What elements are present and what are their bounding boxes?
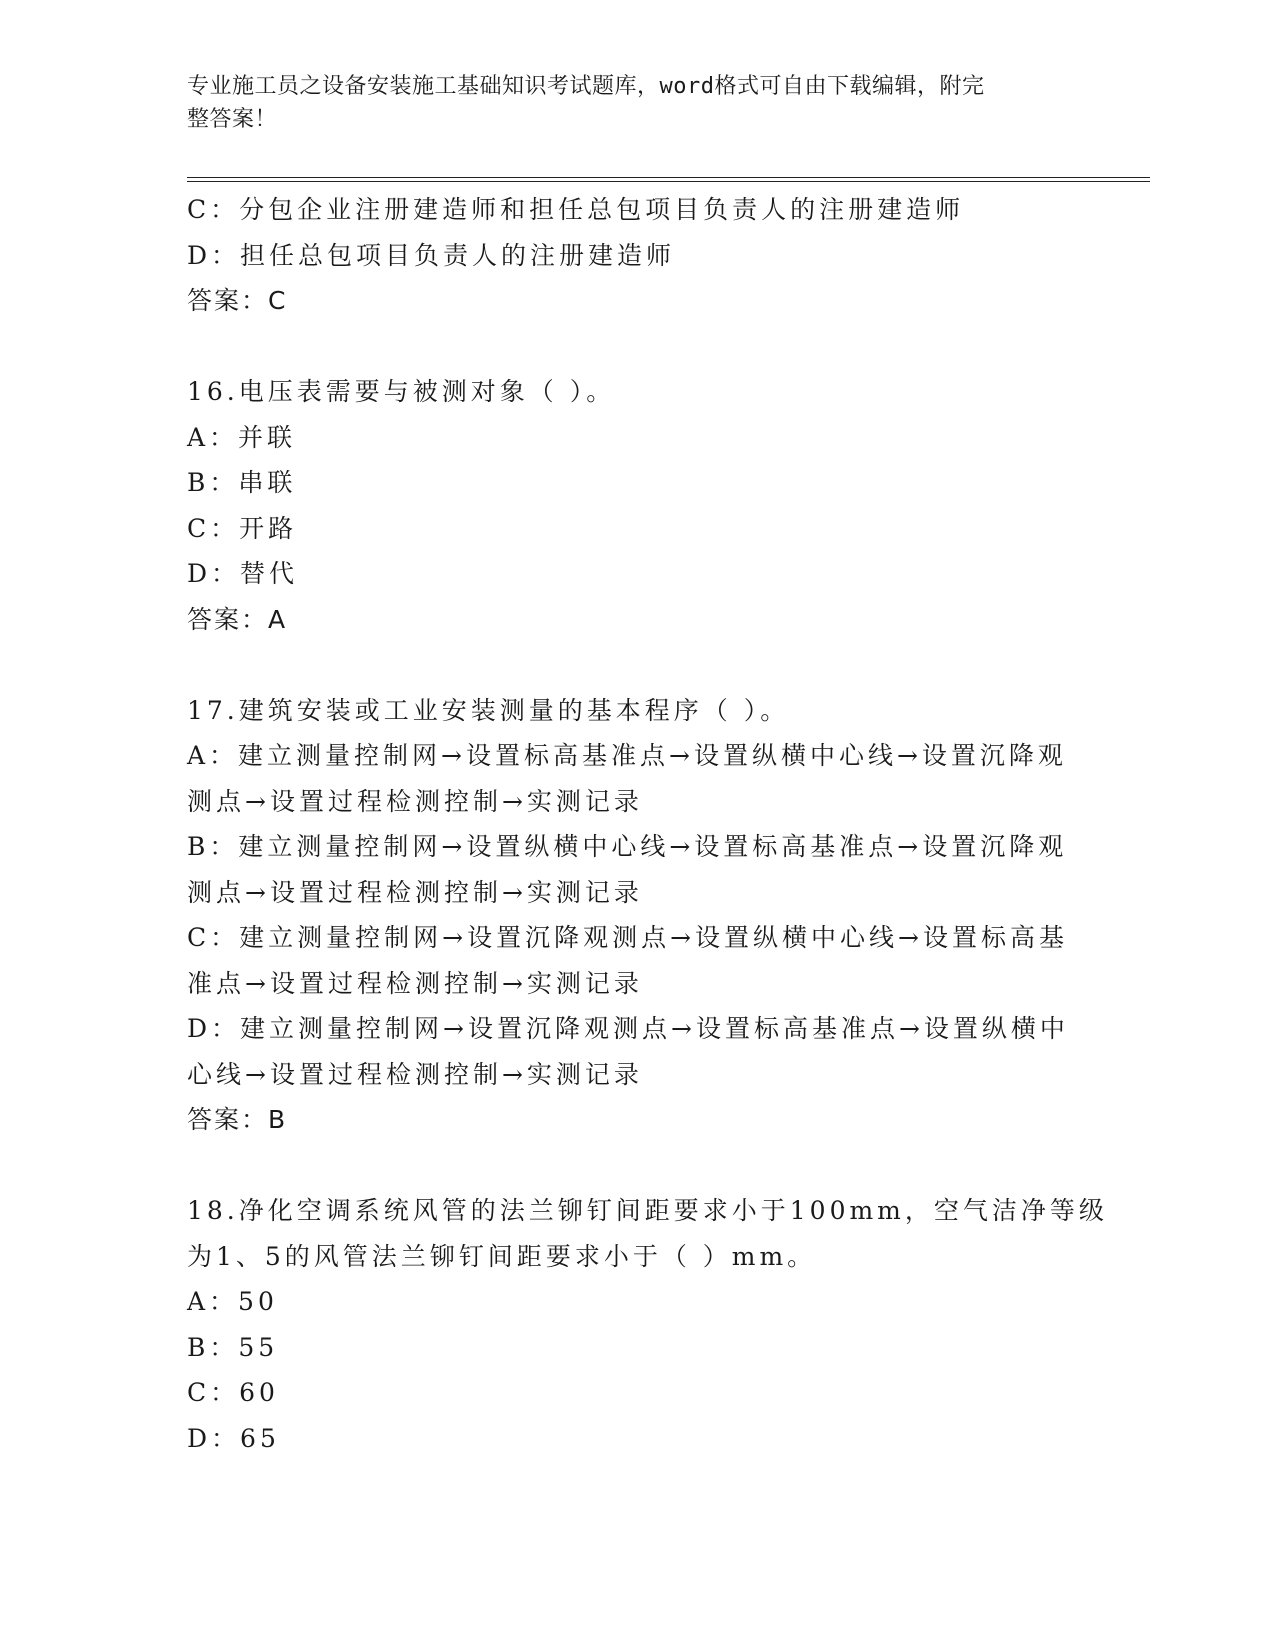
q18-option-b: B：55 xyxy=(187,1332,279,1362)
q17-option-a-line-1: A：建立测量控制网→设置标高基准点→设置纵横中心线→设置沉降观 xyxy=(187,741,1067,770)
header-title-line-1: 专业施工员之设备安装施工基础知识考试题库，word格式可自由下载编辑，附完 xyxy=(187,74,985,99)
q17-option-d-line-1: D：建立测量控制网→设置沉降观测点→设置标高基准点→设置纵横中 xyxy=(187,1014,1069,1043)
q16-option-a: A：并联 xyxy=(187,422,297,452)
q18-stem-line-1: 18.净化空调系统风管的法兰铆钉间距要求小于100mm，空气洁净等级 xyxy=(187,1196,1108,1225)
spacer xyxy=(187,324,1087,370)
q15-option-c: C：分包企业注册建造师和担任总包项目负责人的注册建造师 xyxy=(187,195,965,224)
q16-option-b: B：串联 xyxy=(187,468,297,497)
q16-answer: 答案：A xyxy=(187,604,288,634)
q16-stem: 16.电压表需要与被测对象（ ）。 xyxy=(187,377,616,406)
q17-option-c-line-1: C：建立测量控制网→设置沉降观测点→设置纵横中心线→设置标高基 xyxy=(187,923,1068,952)
q17-option-b-line-2: 测点→设置过程检测控制→实测记录 xyxy=(187,877,643,907)
q16-option-c: C：开路 xyxy=(187,513,298,543)
page-header xyxy=(187,70,1067,136)
q18-option-a: A：50 xyxy=(187,1287,278,1316)
q18-option-d: D：65 xyxy=(187,1423,280,1453)
document-body xyxy=(187,187,1108,1461)
spacer xyxy=(187,1143,1087,1189)
q17-option-d-line-2: 心线→设置过程检测控制→实测记录 xyxy=(187,1059,643,1089)
q17-option-a-line-2: 测点→设置过程检测控制→实测记录 xyxy=(187,786,643,816)
q17-stem: 17.建筑安装或工业安装测量的基本程序（ ）。 xyxy=(187,695,790,725)
q15-answer: 答案：C xyxy=(187,286,288,315)
q17-option-c-line-2: 准点→设置过程检测控制→实测记录 xyxy=(187,968,643,998)
q18-stem-line-2: 为1、5的风管法兰铆钉间距要求小于（ ）mm。 xyxy=(187,1241,817,1271)
q16-option-d: D：替代 xyxy=(187,559,299,588)
q18-option-c: C：60 xyxy=(187,1378,279,1407)
q17-option-b-line-1: B：建立测量控制网→设置纵横中心线→设置标高基准点→设置沉降观 xyxy=(187,832,1068,861)
spacer xyxy=(187,642,1087,688)
q15-option-d: D：担任总包项目负责人的注册建造师 xyxy=(187,240,676,270)
header-title-line-2: 整答案！ xyxy=(187,107,278,132)
header-double-rule xyxy=(187,177,1150,182)
q17-answer: 答案：B xyxy=(187,1105,288,1134)
